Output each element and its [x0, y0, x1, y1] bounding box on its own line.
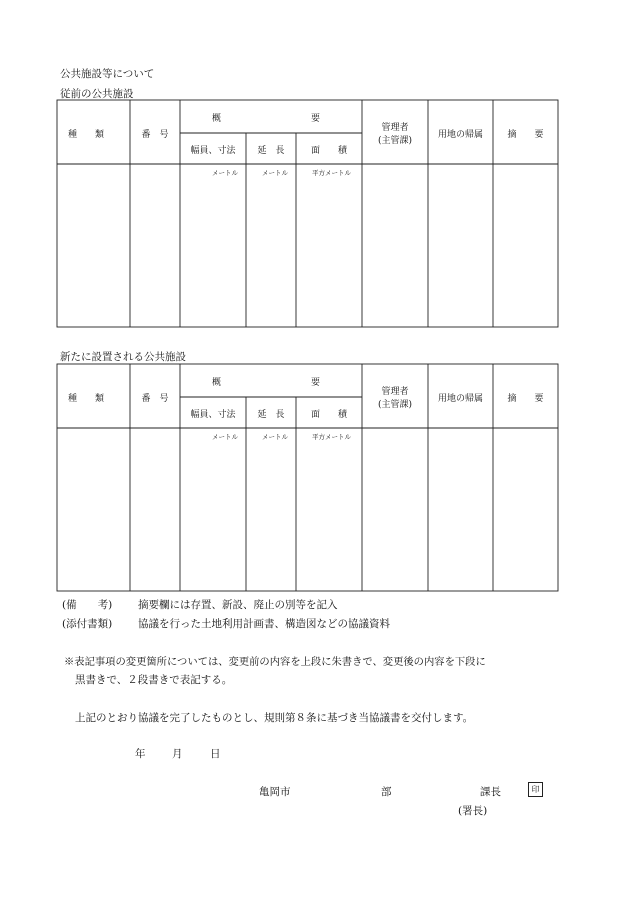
col-encho: 延 長 — [257, 146, 285, 156]
col-bangou: 番 号 — [141, 394, 169, 404]
statement: 上記のとおり協議を完了したものとし、規則第８条に基づき当協議書を交付します。 — [75, 712, 474, 724]
col-menseki: 面 積 — [310, 146, 347, 156]
seal-label: 印 — [531, 785, 540, 794]
seal-icon — [528, 782, 543, 797]
col-tekiyou: 摘 要 — [507, 394, 544, 404]
col-gaiyou: 概 要 — [212, 114, 321, 124]
tenpu-label: (添付書類) — [62, 618, 113, 630]
signature-signed: (署長) — [458, 805, 488, 817]
unit-haba: メートル — [212, 433, 238, 441]
col-haba: 幅員、寸法 — [190, 146, 236, 156]
col-shurui: 種 類 — [68, 394, 105, 404]
col-gaiyou: 概 要 — [212, 378, 321, 388]
tenpu-text: 協議を行った土地利用計画書、構造図などの協議資料 — [138, 618, 390, 630]
col-tekiyou: 摘 要 — [507, 130, 544, 140]
signature-dept: 部 — [381, 786, 392, 798]
unit-menseki: 平方メートル — [312, 433, 351, 441]
col-menseki: 面 積 — [310, 410, 347, 420]
change-note-line1: ※表記事項の変更箇所については、変更前の内容を上段に朱書きで、変更後の内容を下段に — [64, 656, 486, 668]
table2-caption: 新たに設置される公共施設 — [60, 351, 186, 363]
col-kanrisha-2: (主管課) — [377, 400, 413, 410]
col-bangou: 番 号 — [141, 130, 169, 140]
col-youchi: 用地の帰属 — [437, 394, 483, 404]
col-kanrisha-1: 管理者 — [381, 387, 409, 397]
col-youchi: 用地の帰属 — [437, 130, 483, 140]
unit-haba: メートル — [212, 169, 238, 177]
col-encho: 延 長 — [257, 410, 285, 420]
date-year: 年 — [135, 748, 146, 760]
bikou-label: (備 考) — [62, 599, 113, 611]
date-day: 日 — [210, 748, 221, 760]
signature-chief: 課長 — [480, 786, 501, 798]
col-shurui: 種 類 — [68, 130, 105, 140]
col-kanrisha-1: 管理者 — [381, 123, 409, 133]
bikou-text: 摘要欄には存置、新設、廃止の別等を記入 — [138, 599, 338, 611]
unit-encho: メートル — [262, 433, 288, 441]
change-note-line2: 黒書きで、２段書きで表記する。 — [75, 674, 233, 686]
table1-caption: 従前の公共施設 — [60, 88, 134, 100]
unit-encho: メートル — [262, 169, 288, 177]
date-month: 月 — [172, 748, 183, 760]
col-kanrisha-2: (主管課) — [377, 136, 413, 146]
section-heading: 公共施設等について — [60, 68, 155, 80]
unit-menseki: 平方メートル — [312, 169, 351, 177]
signature-city: 亀岡市 — [259, 786, 291, 798]
col-haba: 幅員、寸法 — [190, 410, 236, 420]
